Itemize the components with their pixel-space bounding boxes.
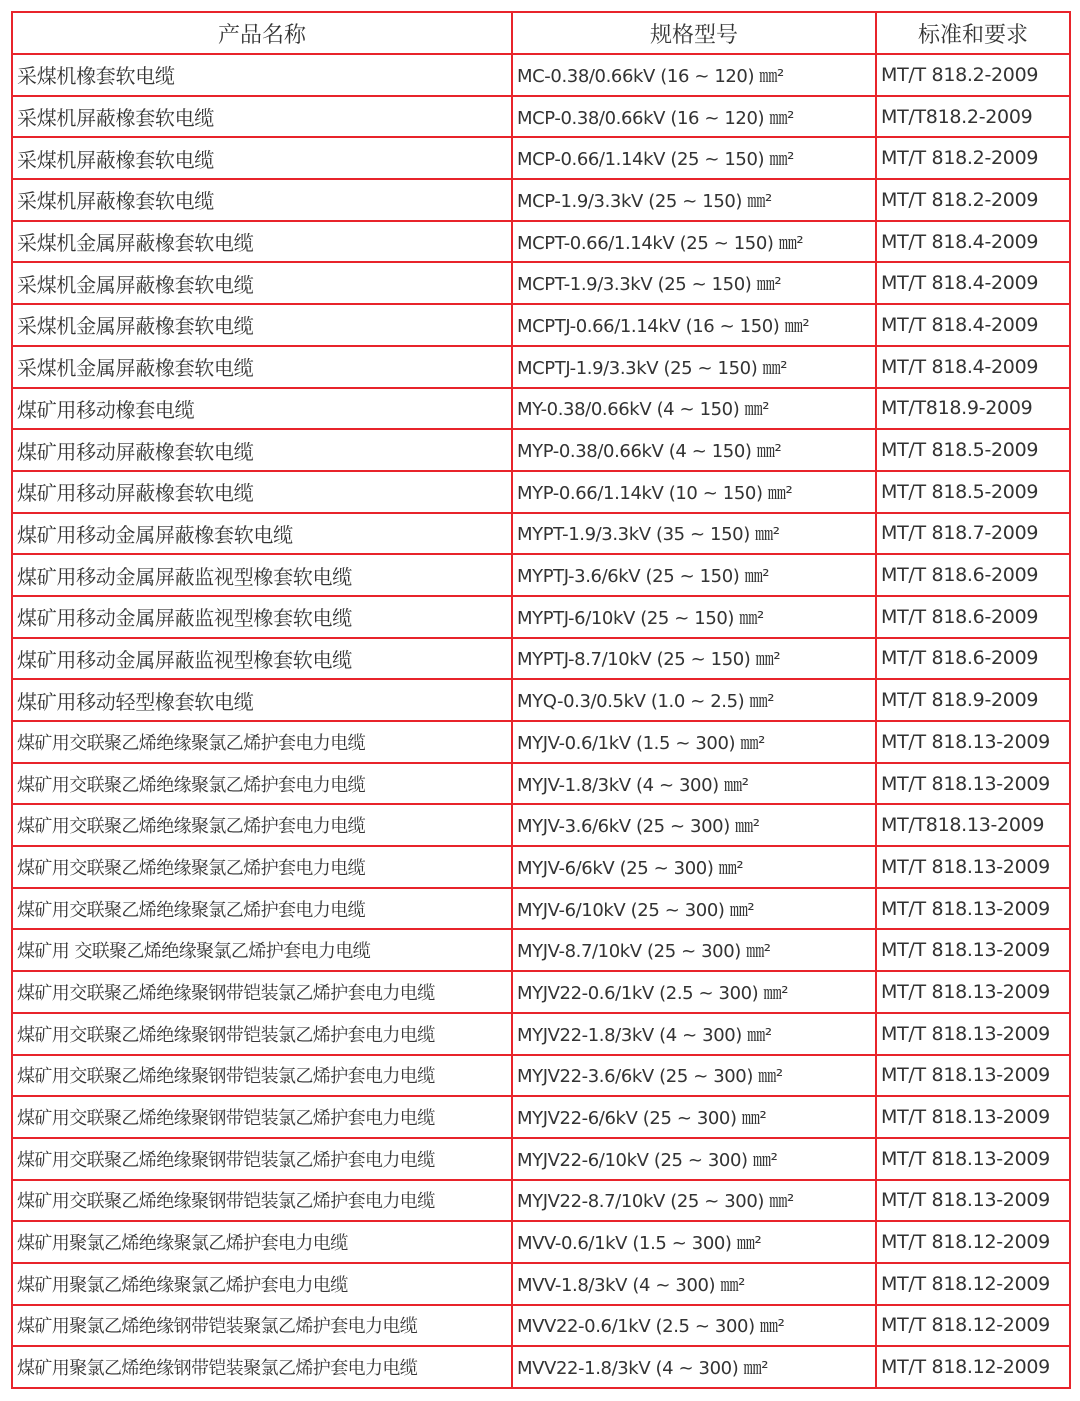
product-name-cell: 煤矿用聚氯乙烯绝缘聚氯乙烯护套电力电缆 [12,1221,512,1263]
standard-cell: MT/T818.2-2009 [876,96,1070,138]
product-name-cell: 采煤机金属屏蔽橡套软电缆 [12,346,512,388]
table-row [12,137,1070,179]
standard-cell: MT/T 818.13-2009 [876,1013,1070,1055]
table-row [12,1013,1070,1055]
model-spec-cell: MYPTJ-8.7/10kV (25 ~ 150) ㎜² [512,638,876,680]
product-name-cell: 采煤机屏蔽橡套软电缆 [12,137,512,179]
standard-cell: MT/T 818.6-2009 [876,638,1070,680]
product-name-cell: 采煤机屏蔽橡套软电缆 [12,179,512,221]
table-row [12,888,1070,930]
standard-cell: MT/T 818.2-2009 [876,179,1070,221]
standard-cell: MT/T 818.13-2009 [876,1138,1070,1180]
header-model-spec: 规格型号 [512,12,876,54]
table-row [12,971,1070,1013]
model-spec-cell: MCP-0.38/0.66kV (16 ~ 120) ㎜² [512,96,876,138]
standard-cell: MT/T 818.12-2009 [876,1346,1070,1388]
model-spec-cell: MYJV22-3.6/6kV (25 ~ 300) ㎜² [512,1055,876,1097]
model-spec-cell: MYJV-8.7/10kV (25 ~ 300) ㎜² [512,929,876,971]
table-row [12,346,1070,388]
standard-cell: MT/T 818.4-2009 [876,304,1070,346]
product-name-cell: 煤矿用聚氯乙烯绝缘钢带铠装聚氯乙烯护套电力电缆 [12,1346,512,1388]
model-spec-cell: MYJV22-1.8/3kV (4 ~ 300) ㎜² [512,1013,876,1055]
table-row [12,1221,1070,1263]
product-name-cell: 煤矿用交联聚乙烯绝缘聚钢带铠装氯乙烯护套电力电缆 [12,1055,512,1097]
model-spec-cell: MYPT-1.9/3.3kV (35 ~ 150) ㎜² [512,513,876,555]
product-name-cell: 煤矿用 交联聚乙烯绝缘聚氯乙烯护套电力电缆 [12,929,512,971]
product-name-cell: 煤矿用移动金属屏蔽监视型橡套软电缆 [12,554,512,596]
standard-cell: MT/T 818.12-2009 [876,1221,1070,1263]
product-name-cell: 煤矿用交联聚乙烯绝缘聚钢带铠装氯乙烯护套电力电缆 [12,1138,512,1180]
model-spec-cell: MYP-0.66/1.14kV (10 ~ 150) ㎜² [512,471,876,513]
table-row [12,638,1070,680]
standard-cell: MT/T 818.13-2009 [876,846,1070,888]
product-name-cell: 煤矿用聚氯乙烯绝缘聚氯乙烯护套电力电缆 [12,1263,512,1305]
product-name-cell: 煤矿用交联聚乙烯绝缘聚钢带铠装氯乙烯护套电力电缆 [12,1180,512,1222]
model-spec-cell: MCPT-1.9/3.3kV (25 ~ 150) ㎜² [512,262,876,304]
model-spec-cell: MYQ-0.3/0.5kV (1.0 ~ 2.5) ㎜² [512,679,876,721]
model-spec-cell: MCP-1.9/3.3kV (25 ~ 150) ㎜² [512,179,876,221]
model-spec-cell: MCP-0.66/1.14kV (25 ~ 150) ㎜² [512,137,876,179]
model-spec-cell: MCPTJ-1.9/3.3kV (25 ~ 150) ㎜² [512,346,876,388]
table-row [12,929,1070,971]
product-name-cell: 煤矿用交联聚乙烯绝缘聚氯乙烯护套电力电缆 [12,763,512,805]
product-name-cell: 煤矿用移动金属屏蔽监视型橡套软电缆 [12,596,512,638]
product-name-cell: 煤矿用交联聚乙烯绝缘聚钢带铠装氯乙烯护套电力电缆 [12,1013,512,1055]
model-spec-cell: MYPTJ-3.6/6kV (25 ~ 150) ㎜² [512,554,876,596]
model-spec-cell: MC-0.38/0.66kV (16 ~ 120) ㎜² [512,54,876,96]
table-row [12,221,1070,263]
header-row [12,12,1070,54]
model-spec-cell: MCPTJ-0.66/1.14kV (16 ~ 150) ㎜² [512,304,876,346]
model-spec-cell: MYJV-6/6kV (25 ~ 300) ㎜² [512,846,876,888]
table-row [12,54,1070,96]
standard-cell: MT/T 818.9-2009 [876,679,1070,721]
table-row [12,1305,1070,1347]
product-name-cell: 煤矿用交联聚乙烯绝缘聚氯乙烯护套电力电缆 [12,846,512,888]
product-name-cell: 煤矿用交联聚乙烯绝缘聚钢带铠装氯乙烯护套电力电缆 [12,1096,512,1138]
model-spec-cell: MYPTJ-6/10kV (25 ~ 150) ㎜² [512,596,876,638]
table-row [12,721,1070,763]
standard-cell: MT/T 818.13-2009 [876,721,1070,763]
standard-cell: MT/T 818.12-2009 [876,1263,1070,1305]
header-product-name: 产品名称 [12,12,512,54]
model-spec-cell: MYJV-0.6/1kV (1.5 ~ 300) ㎜² [512,721,876,763]
table-header [12,12,1070,54]
standard-cell: MT/T 818.5-2009 [876,471,1070,513]
product-name-cell: 煤矿用交联聚乙烯绝缘聚氯乙烯护套电力电缆 [12,721,512,763]
model-spec-cell: MYJV-1.8/3kV (4 ~ 300) ㎜² [512,763,876,805]
standard-cell: MT/T 818.13-2009 [876,971,1070,1013]
header-standard: 标准和要求 [876,12,1070,54]
model-spec-cell: MY-0.38/0.66kV (4 ~ 150) ㎜² [512,388,876,430]
product-name-cell: 煤矿用移动橡套电缆 [12,388,512,430]
table-row [12,763,1070,805]
table-row [12,96,1070,138]
product-name-cell: 煤矿用交联聚乙烯绝缘聚钢带铠装氯乙烯护套电力电缆 [12,971,512,1013]
model-spec-cell: MVV22-1.8/3kV (4 ~ 300) ㎜² [512,1346,876,1388]
product-name-cell: 煤矿用聚氯乙烯绝缘钢带铠装聚氯乙烯护套电力电缆 [12,1305,512,1347]
standard-cell: MT/T 818.13-2009 [876,929,1070,971]
table-row [12,1138,1070,1180]
model-spec-cell: MYJV22-6/6kV (25 ~ 300) ㎜² [512,1096,876,1138]
standard-cell: MT/T 818.4-2009 [876,346,1070,388]
table-row [12,179,1070,221]
product-name-cell: 煤矿用移动屏蔽橡套软电缆 [12,429,512,471]
table-row [12,554,1070,596]
model-spec-cell: MCPT-0.66/1.14kV (25 ~ 150) ㎜² [512,221,876,263]
product-name-cell: 煤矿用交联聚乙烯绝缘聚氯乙烯护套电力电缆 [12,804,512,846]
standard-cell: MT/T 818.12-2009 [876,1305,1070,1347]
standard-cell: MT/T 818.5-2009 [876,429,1070,471]
table-row [12,1346,1070,1388]
model-spec-cell: MVV22-0.6/1kV (2.5 ~ 300) ㎜² [512,1305,876,1347]
table-row [12,1055,1070,1097]
model-spec-cell: MYJV22-0.6/1kV (2.5 ~ 300) ㎜² [512,971,876,1013]
product-name-cell: 煤矿用移动轻型橡套软电缆 [12,679,512,721]
table-row [12,1180,1070,1222]
standard-cell: MT/T 818.4-2009 [876,262,1070,304]
standard-cell: MT/T 818.7-2009 [876,513,1070,555]
table-row [12,262,1070,304]
product-name-cell: 采煤机金属屏蔽橡套软电缆 [12,304,512,346]
standard-cell: MT/T 818.13-2009 [876,1180,1070,1222]
standard-cell: MT/T 818.4-2009 [876,221,1070,263]
standard-cell: MT/T818.9-2009 [876,388,1070,430]
cable-spec-table [11,11,1071,1389]
table-row [12,1096,1070,1138]
product-name-cell: 煤矿用移动金属屏蔽监视型橡套软电缆 [12,638,512,680]
product-name-cell: 煤矿用交联聚乙烯绝缘聚氯乙烯护套电力电缆 [12,888,512,930]
standard-cell: MT/T 818.6-2009 [876,596,1070,638]
standard-cell: MT/T818.13-2009 [876,804,1070,846]
table-row [12,804,1070,846]
table-row [12,304,1070,346]
table-row [12,471,1070,513]
standard-cell: MT/T 818.13-2009 [876,1055,1070,1097]
table-row [12,846,1070,888]
model-spec-cell: MYJV22-6/10kV (25 ~ 300) ㎜² [512,1138,876,1180]
model-spec-cell: MYJV-3.6/6kV (25 ~ 300) ㎜² [512,804,876,846]
model-spec-cell: MVV-0.6/1kV (1.5 ~ 300) ㎜² [512,1221,876,1263]
product-name-cell: 煤矿用移动金属屏蔽橡套软电缆 [12,513,512,555]
standard-cell: MT/T 818.13-2009 [876,888,1070,930]
table-row [12,388,1070,430]
standard-cell: MT/T 818.6-2009 [876,554,1070,596]
product-name-cell: 采煤机金属屏蔽橡套软电缆 [12,221,512,263]
model-spec-cell: MYJV22-8.7/10kV (25 ~ 300) ㎜² [512,1180,876,1222]
table-row [12,513,1070,555]
standard-cell: MT/T 818.13-2009 [876,763,1070,805]
table-row [12,679,1070,721]
model-spec-cell: MYP-0.38/0.66kV (4 ~ 150) ㎜² [512,429,876,471]
product-name-cell: 采煤机屏蔽橡套软电缆 [12,96,512,138]
standard-cell: MT/T 818.13-2009 [876,1096,1070,1138]
product-name-cell: 煤矿用移动屏蔽橡套软电缆 [12,471,512,513]
model-spec-cell: MYJV-6/10kV (25 ~ 300) ㎜² [512,888,876,930]
standard-cell: MT/T 818.2-2009 [876,137,1070,179]
product-name-cell: 采煤机橡套软电缆 [12,54,512,96]
table-row [12,429,1070,471]
product-name-cell: 采煤机金属屏蔽橡套软电缆 [12,262,512,304]
table-row [12,596,1070,638]
model-spec-cell: MVV-1.8/3kV (4 ~ 300) ㎜² [512,1263,876,1305]
table-body [12,54,1070,1388]
table-row [12,1263,1070,1305]
standard-cell: MT/T 818.2-2009 [876,54,1070,96]
